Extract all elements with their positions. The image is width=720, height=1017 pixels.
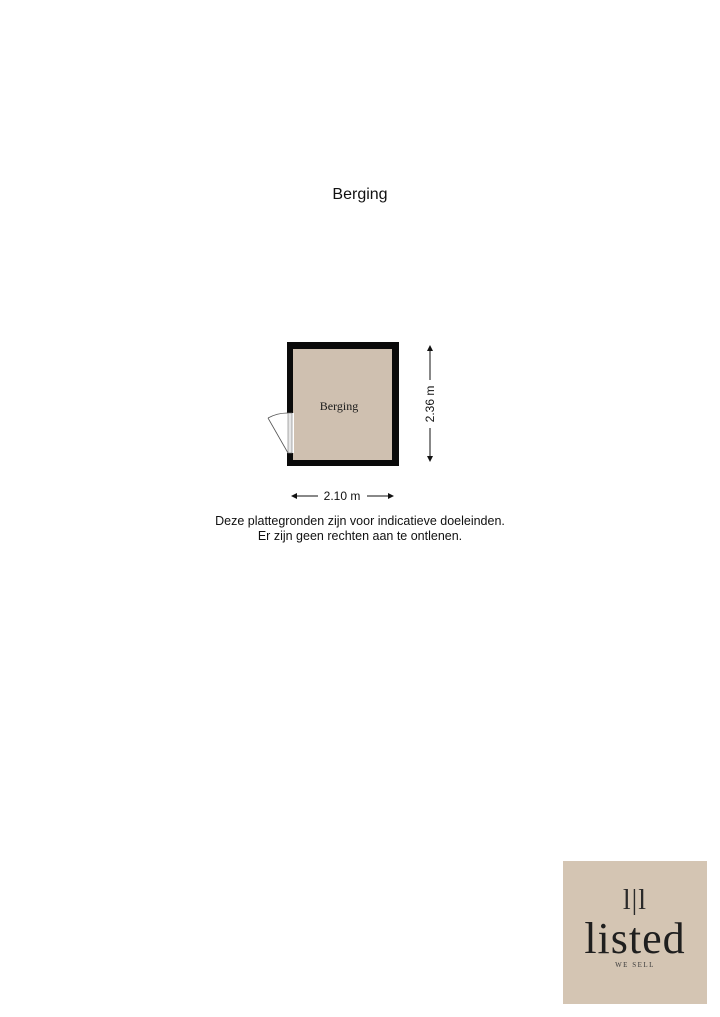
door-swing-arc — [268, 413, 288, 418]
width-arrow-right — [388, 493, 394, 499]
room-label: Berging — [319, 399, 359, 413]
page-title: Berging — [332, 186, 388, 203]
logo-mark: l|l — [622, 885, 648, 916]
listed-logo — [563, 861, 707, 1004]
height-arrow-bottom — [427, 456, 433, 462]
disclaimer-line-1: Deze plattegronden zijn voor indicatieve doeleinden. — [215, 514, 505, 528]
height-dimension-label: 2.36 m — [423, 385, 437, 423]
door-frame — [288, 413, 292, 453]
disclaimer — [0, 514, 720, 544]
logo-wordmark: listed — [584, 914, 686, 963]
height-arrow-top — [427, 345, 433, 351]
logo-tagline: WE SELL — [615, 961, 655, 969]
width-arrow-left — [291, 493, 297, 499]
door-leaf — [268, 418, 288, 453]
disclaimer-line-2: Er zijn geen rechten aan te ontlenen. — [257, 529, 463, 543]
width-dimension-label: 2.10 m — [323, 489, 361, 503]
